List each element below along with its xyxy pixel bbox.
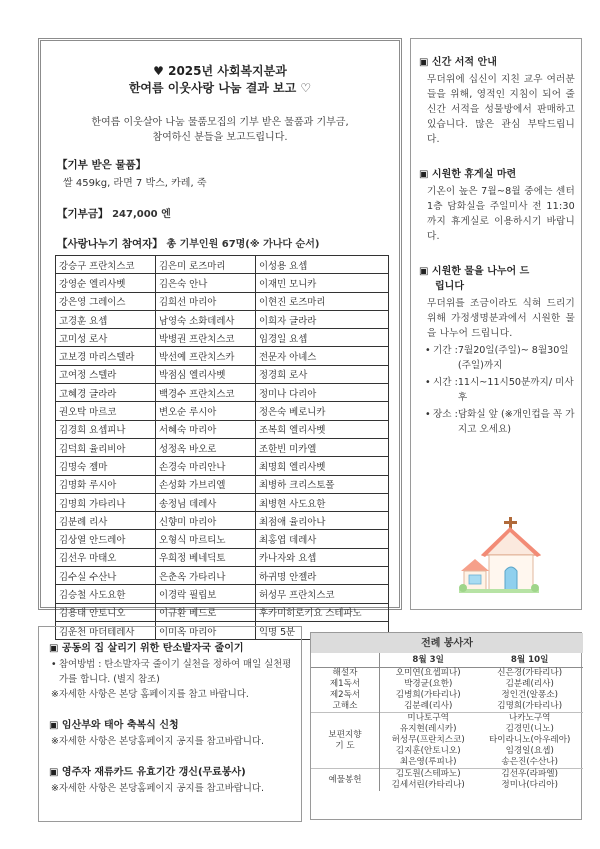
donor-row: [56, 347, 389, 365]
prayer-group-a: 미나토구역: [380, 713, 477, 725]
donor-cell: 고혜경 글라라: [56, 384, 156, 402]
donor-cell: 최홍엽 데레사: [256, 530, 389, 548]
prayer-name: 최은영(루피나): [399, 757, 457, 767]
donor-cell: 김수실 수산나: [56, 567, 156, 585]
donation-money-text: 247,000 엔: [112, 209, 171, 220]
donor-cell: 최병하 크리스토폴: [256, 475, 389, 493]
side-notices-panel: [410, 38, 582, 610]
donor-cell: 임경일 요셉: [256, 329, 389, 347]
liturgy-row: [311, 690, 583, 701]
donor-cell: 강영순 엘리사벳: [56, 274, 156, 292]
bottom-notices-panel: [38, 626, 302, 822]
participants-section: [57, 235, 399, 251]
donor-cell: 박선예 프란치스카: [156, 347, 256, 365]
donor-cell: 김은미 로즈마리: [156, 256, 256, 274]
donor-cell: 변오순 루시아: [156, 402, 256, 420]
donor-cell: 익명 5분: [256, 621, 389, 639]
donor-cell: 손성화 가브리엘: [156, 475, 256, 493]
liturgy-cell: 박경균(요한): [404, 679, 453, 689]
donor-cell: 우희정 베네딕토: [156, 548, 256, 566]
donor-row: [56, 493, 389, 511]
donor-cell: 김명숙 젬마: [56, 457, 156, 475]
donor-cell: 조복희 엘리사벳: [256, 420, 389, 438]
liturgy-date-2: 8월 10일: [476, 653, 583, 668]
donor-cell: 김희선 마리아: [156, 292, 256, 310]
donor-cell: 신향미 마리아: [156, 512, 256, 530]
water-period-row: [425, 343, 575, 373]
donor-cell: 정경희 로사: [256, 365, 389, 383]
participants-heading: 【사랑나누기 참여자】: [57, 238, 163, 250]
donor-row: [56, 420, 389, 438]
pregnancy-blessing-notice: [39, 716, 301, 749]
donor-cell: 김선우 마태오: [56, 548, 156, 566]
liturgy-cell: 김분례(리사): [505, 679, 554, 689]
rest-room-text: 기온이 높은 7월~8월 중에는 센터 1층 담화실을 주일미사 전 11:30까지 휴게실로 이용하시기 바랍니다.: [427, 186, 575, 242]
liturgy-role: 고해소: [311, 701, 380, 713]
donor-cell: 박병권 프란치스코: [156, 329, 256, 347]
donor-row: [56, 438, 389, 456]
donor-cell: 강승구 프란치스코: [56, 256, 156, 274]
liturgy-role-header: [311, 653, 380, 668]
rest-room-heading: ▣ 시원한 휴게실 마련: [419, 169, 517, 180]
offering-name: 김도원(스테파노): [395, 769, 461, 779]
donated-goods-text: 쌀 459kg, 라면 7 박스, 카레, 죽: [63, 178, 207, 189]
donor-row: [56, 475, 389, 493]
church-illustration: [455, 515, 545, 599]
offering-name: 정미나(다리아): [501, 780, 558, 790]
donation-money-section: [57, 205, 399, 221]
donor-cell: 김명화 루시아: [56, 475, 156, 493]
donor-cell: 송정님 데레사: [156, 493, 256, 511]
donor-cell: 전문자 아녜스: [256, 347, 389, 365]
prayer-role-line2: 기 도: [335, 740, 355, 751]
water-text: 무더위를 조금이라도 식혀 드리기 위해 가정생명분과에서 시원한 물을 나누어 드립니다.: [427, 298, 575, 339]
donor-cell: 최점애 율리아나: [256, 512, 389, 530]
residence-card-note: ※자세한 사항은 본당홈페이지 공지를 참고바랍니다.: [51, 783, 264, 794]
donor-cell: 이경락 필립보: [156, 585, 256, 603]
donor-cell: 최명희 엘리사벳: [256, 457, 389, 475]
offering-name: 김세서린(카타리나): [391, 780, 465, 790]
donor-cell: 권오탁 마르코: [56, 402, 156, 420]
water-heading-2: 립니다: [435, 281, 464, 292]
liturgy-row: [311, 701, 583, 713]
donor-cell: 허성무 프란치스코: [256, 585, 389, 603]
donor-cell: 박점심 엘리사벳: [156, 365, 256, 383]
new-books-heading: ▣ 신간 서적 안내: [419, 57, 497, 68]
carbon-footprint-notice: [39, 639, 301, 702]
donor-cell: 이규환 베드로: [156, 603, 256, 621]
prayer-names-b: [476, 724, 583, 769]
donor-row: [56, 530, 389, 548]
donor-row: [56, 567, 389, 585]
donor-cell: 정은숙 베로니카: [256, 402, 389, 420]
report-intro-line2: 참여하신 분들을 보고드립니다.: [152, 132, 288, 143]
donor-row: [56, 274, 389, 292]
donor-cell: 백경수 프란치스코: [156, 384, 256, 402]
water-place-value: 담화실 앞 (※개인컵을 꼭 가지고 오세요): [457, 409, 575, 435]
liturgy-cell: 정인건(알퐁소): [501, 690, 558, 700]
donor-cell: 김상열 안드레아: [56, 530, 156, 548]
prayer-role-line1: 보편지향: [328, 729, 362, 740]
water-place-row: [425, 407, 575, 437]
report-title-line1: ♥ 2025년 사회복지분과: [153, 64, 287, 78]
liturgy-date-1: 8월 3일: [380, 653, 477, 668]
donor-cell: 후카미히로키요 스테파노: [256, 603, 389, 621]
liturgy-row: [311, 679, 583, 690]
participants-text: 총 기부인원 67명(※ 가나다 순서): [166, 239, 320, 250]
liturgy-title: 전례 봉사자: [311, 633, 583, 653]
donor-cell: 조한빈 미카엘: [256, 438, 389, 456]
donor-cell: 남영숙 소화데레사: [156, 310, 256, 328]
offering-names-b: [476, 769, 583, 792]
donor-cell: 김경희 요셉피나: [56, 420, 156, 438]
donor-cell: 김명희 가타리나: [56, 493, 156, 511]
prayer-name: 허성무(프란치스코): [391, 735, 465, 745]
donor-row: [56, 310, 389, 328]
carbon-method-text: 참여방법 : 탄소발자국 줄이기 실천을 정하여 매일 실천평가를 합니다. (별지 참조): [59, 659, 292, 685]
water-period-label: 기간 :: [433, 345, 458, 356]
donor-cell: 서혜숙 마리아: [156, 420, 256, 438]
bullet-dot: •: [51, 659, 57, 670]
liturgy-cell: 오미연(요셉피나): [395, 668, 461, 678]
liturgy-cell: 김분례(리사): [404, 701, 453, 711]
report-intro: [61, 115, 379, 145]
donor-cell: 성정옥 바오로: [156, 438, 256, 456]
liturgy-row-prayer: [311, 713, 583, 725]
prayer-names-a: [380, 724, 477, 769]
pregnancy-heading: ▣ 임산부와 태아 축복식 신청: [49, 720, 179, 731]
donor-cell: 김운천 마더테레사: [56, 621, 156, 639]
bullet-dot: •: [425, 345, 431, 356]
donor-cell: 최병현 사도요한: [256, 493, 389, 511]
water-heading-1: ▣ 시원한 물을 나누어 드: [419, 266, 530, 277]
donor-row: [56, 603, 389, 621]
liturgy-row: [311, 668, 583, 680]
liturgy-table: [311, 633, 583, 791]
donor-cell: 고보경 마리스텔라: [56, 347, 156, 365]
prayer-name: 임경일(요셉): [505, 746, 554, 756]
prayer-group-b: 나카노구역: [476, 713, 583, 725]
donor-cell: 강은영 그레이스: [56, 292, 156, 310]
donor-cell: 이희자 글라라: [256, 310, 389, 328]
donor-cell: 이미옥 마리아: [156, 621, 256, 639]
prayer-name: 타이라니노(아우레아): [488, 735, 571, 745]
offering-name: 김선우(라파엘): [501, 769, 558, 779]
donor-cell: 고경훈 요셉: [56, 310, 156, 328]
carbon-note: ※자세한 사항은 본당 홈페이지를 참고 바랍니다.: [51, 689, 249, 700]
liturgy-role-prayer: [311, 713, 380, 769]
donor-row: [56, 585, 389, 603]
donor-cell: 이현진 로즈마리: [256, 292, 389, 310]
donation-report-panel: [38, 38, 402, 638]
donor-row: [56, 329, 389, 347]
residence-card-heading: ▣ 영주자 재류카드 유효기간 갱신(무료봉사): [49, 767, 246, 778]
offering-names-a: [380, 769, 477, 792]
donor-cell: 은춘옥 가타리나: [156, 567, 256, 585]
report-title-line2: 한여름 이웃사랑 나눔 결과 보고 ♡: [128, 81, 312, 95]
donor-row: [56, 548, 389, 566]
report-intro-line1: 한여름 이웃살아 나눔 물품모집의 기부 받은 물품과 기부금,: [91, 117, 349, 128]
water-notice: [411, 262, 581, 437]
new-books-notice: [411, 53, 581, 147]
donor-cell: 고미성 로사: [56, 329, 156, 347]
residence-card-notice: [39, 763, 301, 796]
donor-cell: 정미나 다리아: [256, 384, 389, 402]
liturgy-role: 제1독서: [311, 679, 380, 690]
prayer-name: 김지훈(안토니오): [395, 746, 461, 756]
prayer-name: 김경민(니노): [505, 724, 554, 734]
donor-row: [56, 384, 389, 402]
water-time-label: 시간 :: [433, 377, 458, 388]
carbon-heading: ▣ 공동의 집 살리기 위한 탄소발자국 줄이기: [49, 643, 244, 654]
donor-row: [56, 457, 389, 475]
rest-room-notice: [411, 165, 581, 244]
donor-row: [56, 365, 389, 383]
liturgy-role-offering: 예물봉헌: [311, 769, 380, 792]
donor-cell: 김용태 안토니오: [56, 603, 156, 621]
donor-row: [56, 512, 389, 530]
liturgy-servers-panel: [310, 632, 582, 820]
bullet-dot: •: [425, 377, 431, 388]
donor-row: [56, 292, 389, 310]
new-books-text: 무더위에 십신이 지친 교우 여러분들을 위해, 영적인 지침이 되어 줄 신간 서적을 성물방에서 판매하고 있습니다. 많은 관심 부탁드립니다.: [427, 74, 575, 145]
report-title: [41, 63, 399, 97]
donor-row: [56, 402, 389, 420]
bullet-dot: •: [425, 409, 431, 420]
donor-row: [56, 256, 389, 274]
prayer-name: 송은진(수산나): [501, 757, 558, 767]
donor-cell: 이재민 모니카: [256, 274, 389, 292]
donated-goods-heading: 【기부 받은 물품】: [57, 159, 147, 171]
liturgy-row-offering: [311, 769, 583, 792]
liturgy-cell: 김명희(가타리나): [497, 701, 563, 711]
liturgy-role: 제2독서: [311, 690, 380, 701]
donor-cell: 고여정 스텔라: [56, 365, 156, 383]
donor-cell: 오형식 마르티노: [156, 530, 256, 548]
donor-cell: 하귀명 안젤라: [256, 567, 389, 585]
donor-cell: 김은숙 안나: [156, 274, 256, 292]
liturgy-cell: 신은경(가타리나): [497, 668, 563, 678]
donor-cell: 김분례 리사: [56, 512, 156, 530]
donor-cell: 김덕희 율리비아: [56, 438, 156, 456]
donor-cell: 김승철 사도요한: [56, 585, 156, 603]
donation-money-heading: 【기부금】: [57, 208, 109, 220]
pregnancy-note: ※자세한 사항은 본당홈페이지 공지를 참고바랍니다.: [51, 736, 264, 747]
donor-cell: 카나자와 요셉: [256, 548, 389, 566]
donor-cell: 손경숙 마리안나: [156, 457, 256, 475]
liturgy-role: 해설자: [311, 668, 380, 680]
water-period-value: 7월20일(주일)~ 8월30일(주일)까지: [457, 345, 569, 371]
donor-cell: 이성용 요셉: [256, 256, 389, 274]
water-time-row: [425, 375, 575, 405]
carbon-method-row: [51, 657, 293, 687]
prayer-name: 유지현(레시카): [399, 724, 457, 734]
water-place-label: 장소 :: [433, 409, 458, 420]
donor-table: [55, 255, 389, 640]
water-time-value: 11시~11시50분까지/ 미사후: [457, 377, 574, 403]
liturgy-cell: 김병희(가타리나): [395, 690, 461, 700]
